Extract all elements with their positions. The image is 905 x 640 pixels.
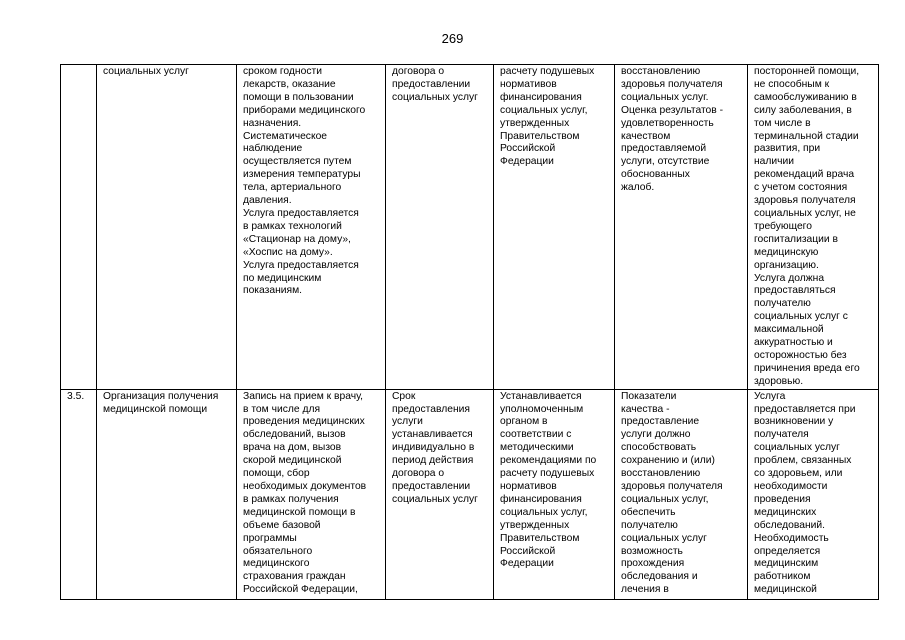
- service-quality-cell: Показатели качества - предоставление услуги должно способствовать сохранению и (или) восстановлению здоровья получателя социальных услуг, обеспечить получателю социальных услуг возможность прохождения обследования и лечения в: [615, 389, 748, 599]
- service-cost-cell: Устанавливается уполномоченным органом в соответствии с методическими рекомендациями по расчету подушевых нормативов финансирования социальных услуг, утвержденных Правительством Российской Федерации: [494, 389, 615, 599]
- page-number: 269: [441, 31, 464, 46]
- service-description-cell: сроком годности лекарств, оказание помощи в пользовании приборами медицинского назначения. Систематическое наблюдение осуществляется путем измерения температуры тела, артериального давления. Услуга предоставляется в рамках технологий «Стационар на дому», «Хоспис на дому». Услуга предоставляется по медицинским показаниям.: [237, 65, 386, 390]
- service-term-cell: договора о предоставлении социальных услуг: [386, 65, 494, 390]
- service-name-cell: Организация получения медицинской помощи: [97, 389, 237, 599]
- services-table: [60, 64, 879, 600]
- table-row: [61, 65, 879, 390]
- row-number-cell: 3.5.: [61, 389, 97, 599]
- service-description-cell: Запись на прием к врачу, в том числе для проведения медицинских обследований, вызов врача на дом, вызов скорой медицинской помощи, сбор необходимых документов в рамках получения медицинской помощи в объеме базовой программы обязательного медицинского страхования граждан Российской Федерации,: [237, 389, 386, 599]
- service-name-cell: социальных услуг: [97, 65, 237, 390]
- service-cost-cell: расчету подушевых нормативов финансирования социальных услуг, утвержденных Правительством Российской Федерации: [494, 65, 615, 390]
- service-quality-cell: восстановлению здоровья получателя социальных услуг. Оценка результатов - удовлетворенность качеством предоставляемой услуги, отсутствие обоснованных жалоб.: [615, 65, 748, 390]
- service-term-cell: Срок предоставления услуги устанавливается индивидуально в период действия договора о предоставлении социальных услуг: [386, 389, 494, 599]
- service-conditions-cell: посторонней помощи, не способным к самообслуживанию в силу заболевания, в том числе в терминальной стадии развития, при наличии рекомендаций врача с учетом состояния здоровья получателя социальных услуг, не требующего госпитализации в медицинскую организацию. Услуга должна предоставляться получателю социальных услуг с максимальной аккуратностью и осторожностью без причинения вреда его здоровью.: [748, 65, 879, 390]
- row-number-cell: [61, 65, 97, 390]
- table-row: [61, 389, 879, 599]
- service-conditions-cell: Услуга предоставляется при возникновении у получателя социальных услуг проблем, связанных со здоровьем, или необходимости проведения медицинских обследований. Необходимость определяется медицинским работником медицинской: [748, 389, 879, 599]
